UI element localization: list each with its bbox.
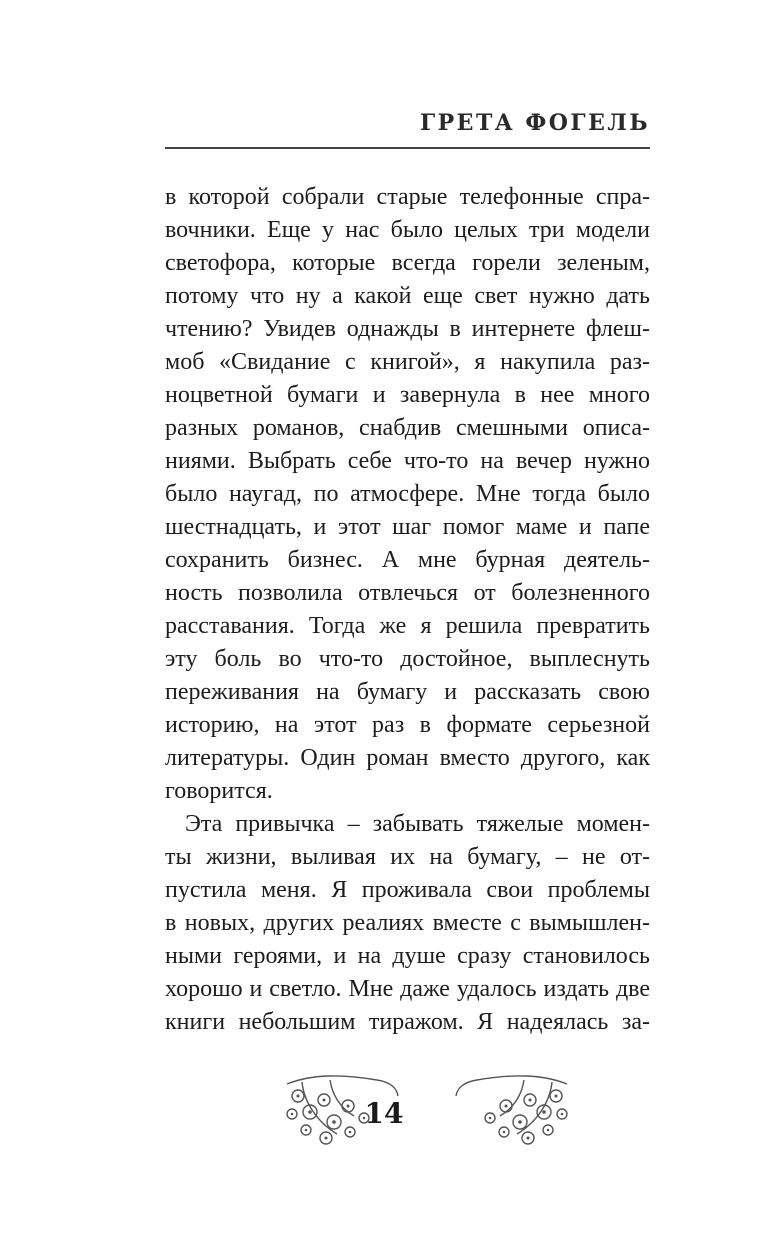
text-line: ты жизни, выливая их на бумагу, – не от- <box>165 844 650 870</box>
text-line: ными героями, и на душе сразу становилось <box>165 943 650 969</box>
text-line: говорится. <box>165 778 273 804</box>
text-line: ность позволила отвлечься от болезненного <box>165 580 650 606</box>
text-line: пустила меня. Я проживала свои проблемы <box>165 877 650 903</box>
text-line: чтению? Увидев однажды в интернете флеш- <box>165 316 650 342</box>
text-line: переживания на бумагу и рассказать свою <box>165 679 650 705</box>
text-line: разных романов, снабдив смешными описа- <box>165 415 650 441</box>
floral-ornament-icon <box>452 1072 572 1152</box>
text-line: в которой собрали старые телефонные спра- <box>165 184 650 210</box>
text-line: вочники. Еще у нас было целых три модели <box>165 217 650 243</box>
text-line: литературы. Один роман вместо другого, как <box>165 745 650 771</box>
page-number: 14 <box>364 1097 404 1130</box>
text-line: в новых, других реалиях вместе с вымышлен- <box>165 910 650 936</box>
text-line: потому что ну а какой еще свет нужно дать <box>165 283 650 309</box>
text-line: ноцветной бумаги и завернула в нее много <box>165 382 650 408</box>
text-line: расставания. Тогда же я решила превратить <box>165 613 650 639</box>
running-head: ГРЕТА ФОГЕЛЬ <box>419 110 650 136</box>
header-rule <box>165 147 650 149</box>
text-line: ниями. Выбрать себе что-то на вечер нужно <box>165 448 650 474</box>
text-line: книги небольшим тиражом. Я надеялась за- <box>165 1009 650 1035</box>
text-line: сохранить бизнес. А мне бурная деятель- <box>165 547 650 573</box>
text-line: шестнадцать, и этот шаг помог маме и папе <box>165 514 650 540</box>
text-line: эту боль во что-то достойное, выплеснуть <box>165 646 650 672</box>
page-footer <box>0 1072 768 1162</box>
text-line: было наугад, по атмосфере. Мне тогда было <box>165 481 650 507</box>
text-line: Эта привычка – забывать тяжелые момен- <box>185 811 650 837</box>
text-line: светофора, которые всегда горели зеленым, <box>165 250 650 276</box>
body-text <box>165 181 650 1039</box>
text-line: хорошо и светло. Мне даже удалось издать две <box>165 976 650 1002</box>
text-line: моб «Свидание с книгой», я накупила раз- <box>165 349 650 375</box>
text-line: историю, на этот раз в формате серьезной <box>165 712 650 738</box>
